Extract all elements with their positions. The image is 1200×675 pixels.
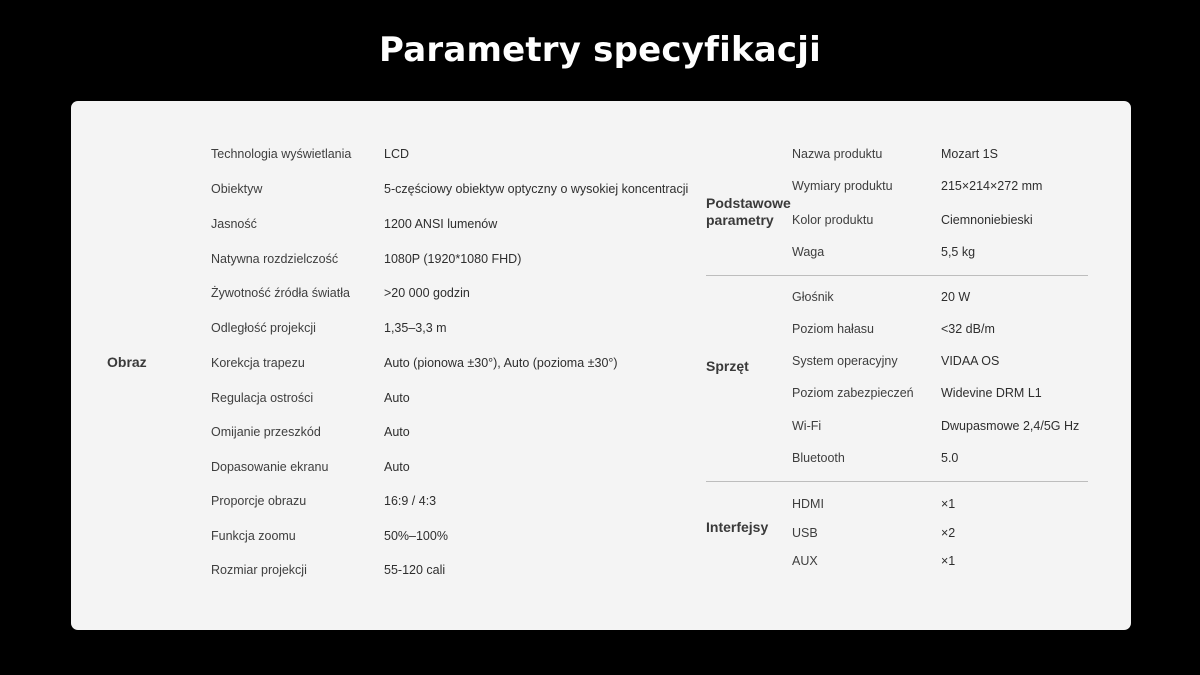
spec-value: Auto: [384, 460, 410, 474]
spec-label: Dopasowanie ekranu: [211, 460, 329, 474]
spec-label: HDMI: [792, 497, 824, 511]
spec-label: Wi-Fi: [792, 419, 822, 433]
spec-value: <32 dB/m: [941, 322, 995, 336]
spec-value: 1080P (1920*1080 FHD): [384, 252, 522, 266]
spec-value: VIDAA OS: [941, 354, 1000, 368]
spec-value: Auto: [384, 391, 410, 405]
group-label-podstawowe-parametry: [706, 195, 791, 229]
spec-label: Poziom hałasu: [792, 322, 874, 336]
group-label-interfejsy: Interfejsy: [706, 519, 769, 535]
spec-value: 1,35–3,3 m: [384, 321, 447, 335]
spec-value: Auto: [384, 425, 410, 439]
spec-value: Ciemnoniebieski: [941, 213, 1033, 227]
spec-card: [71, 101, 1131, 630]
group-label-line: parametry: [706, 212, 774, 228]
group-label-obraz: Obraz: [107, 354, 147, 370]
spec-label: AUX: [792, 554, 818, 568]
spec-label: Funkcja zoomu: [211, 529, 296, 543]
spec-label: Nazwa produktu: [792, 147, 883, 161]
spec-label: Waga: [792, 245, 825, 259]
spec-label: Wymiary produktu: [792, 179, 893, 193]
section-divider: [706, 481, 1088, 482]
spec-label: Odległość projekcji: [211, 321, 316, 335]
spec-label: Obiektyw: [211, 182, 263, 196]
spec-value: 5,5 kg: [941, 245, 976, 259]
page-title: Parametry specyfikacji: [379, 30, 821, 70]
spec-value: 50%–100%: [384, 529, 448, 543]
spec-label: Natywna rozdzielczość: [211, 252, 339, 266]
spec-value: ×1: [941, 497, 956, 511]
spec-label: Głośnik: [792, 290, 834, 304]
spec-label: Omijanie przeszkód: [211, 425, 321, 439]
spec-label: Poziom zabezpieczeń: [792, 386, 914, 400]
spec-value: Dwupasmowe 2,4/5G Hz: [941, 419, 1080, 433]
spec-value: 5.0: [941, 451, 959, 465]
group-label-line: Podstawowe: [706, 195, 791, 211]
spec-value: 215×214×272 mm: [941, 179, 1043, 193]
spec-label: Rozmiar projekcji: [211, 563, 307, 577]
spec-value: 1200 ANSI lumenów: [384, 217, 498, 231]
spec-label: Jasność: [211, 217, 257, 231]
spec-label: Żywotność źródła światła: [211, 286, 350, 300]
spec-value: 55-120 cali: [384, 563, 446, 577]
spec-value: ×2: [941, 526, 956, 540]
spec-value: 20 W: [941, 290, 971, 304]
spec-value: Mozart 1S: [941, 147, 998, 161]
spec-label: Technologia wyświetlania: [211, 147, 352, 161]
spec-label: Proporcje obrazu: [211, 494, 307, 508]
spec-label: Regulacja ostrości: [211, 391, 314, 405]
spec-value: Auto (pionowa ±30°), Auto (pozioma ±30°): [384, 356, 618, 370]
spec-value: 5-częściowy obiektyw optyczny o wysokiej koncentracji: [384, 182, 689, 196]
spec-value: ×1: [941, 554, 956, 568]
spec-label: Bluetooth: [792, 451, 845, 465]
spec-value: 16:9 / 4:3: [384, 494, 437, 508]
spec-label: System operacyjny: [792, 354, 898, 368]
spec-value: LCD: [384, 147, 410, 161]
spec-label: Korekcja trapezu: [211, 356, 305, 370]
spec-value: >20 000 godzin: [384, 286, 470, 300]
spec-label: Kolor produktu: [792, 213, 874, 227]
section-divider: [706, 275, 1088, 276]
spec-value: Widevine DRM L1: [941, 386, 1042, 400]
group-label-sprzet: Sprzęt: [706, 358, 749, 374]
spec-label: USB: [792, 526, 818, 540]
